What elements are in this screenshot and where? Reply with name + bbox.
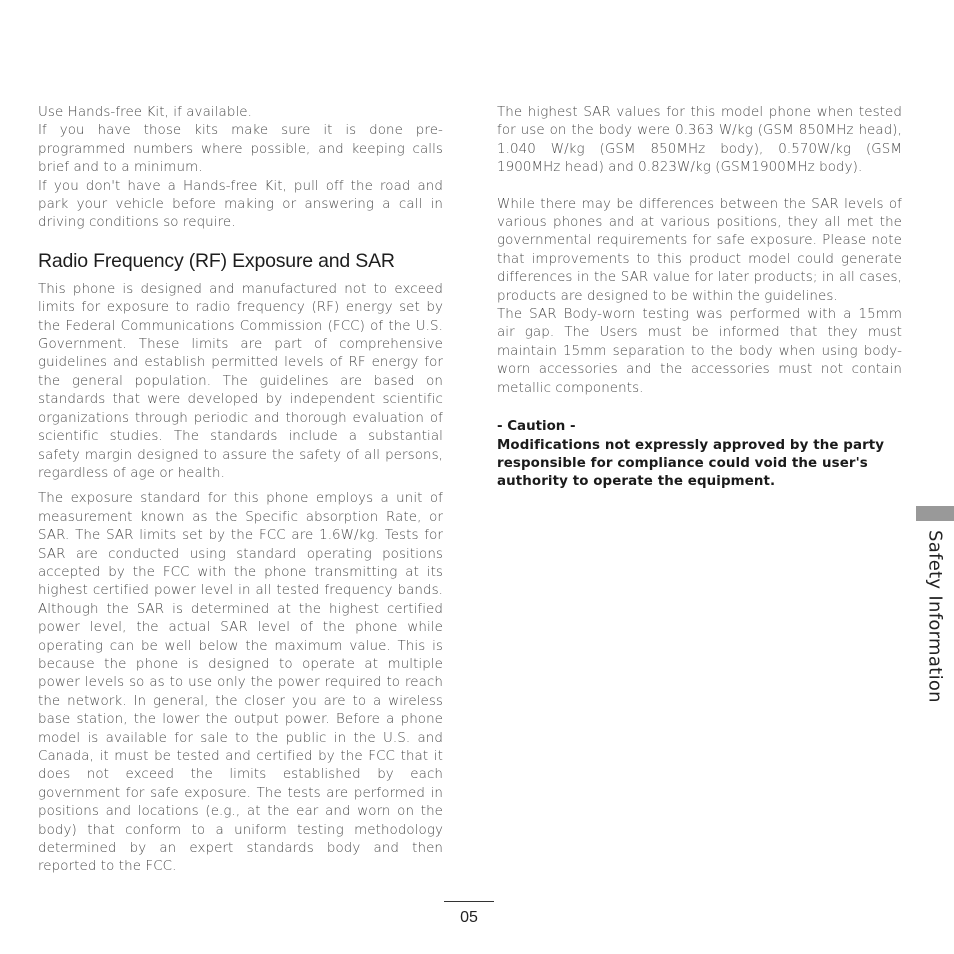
sar-values-paragraph: The highest SAR values for this model phone when tested for use on the body were 0.363 W/kg (GSM 850MHz head), 1.040 W/kg (GSM 850MHz body), 0.570W/kg (GSM 1900MHz head) and 0.823W/kg (GSM1900MHz body). bbox=[497, 105, 902, 176]
side-tab-label: Safety Information bbox=[924, 530, 946, 703]
intro-line-2: If you have those kits make sure it is done pre-programmed numbers where possible, and keeping calls brief and to a minimum. bbox=[38, 123, 443, 176]
right-column bbox=[497, 104, 902, 492]
caution-text: Modifications not expressly approved by the party responsible for compliance could void the user's authority to operate the equipment. bbox=[497, 437, 885, 490]
caution-title: - Caution - bbox=[497, 419, 576, 435]
section-heading: Radio Frequency (RF) Exposure and SAR bbox=[38, 249, 395, 272]
rf-exposure-paragraph: This phone is designed and manufactured not to exceed limits for exposure to radio frequency (RF) energy set by the Federal Communications Commission (FCC) of the U.S. Government. These limits are part of comprehensive guidelines and establish permitted levels of RF energy for the general population. The guidelines are based on standards that were developed by independent scientific organizations through periodic and thorough evaluation of scientific studies. The standards include a substantial safety margin designed to assure the safety of all persons, regardless of age or health. bbox=[38, 281, 443, 481]
sar-standard-paragraph: The exposure standard for this phone employs a unit of measurement known as the Specific absorption Rate, or SAR. The SAR limits set by the FCC are 1.6W/kg. Tests for SAR are conducted using standard operating positions accepted by the FCC with the phone transmitting at its highest certified power level in all tested frequency bands. Although the SAR is determined at the highest certified power level, the actual SAR level of the phone while operating can be well below the maximum value. This is because the phone is designed to operate at multiple power levels so as to use only the power required to reach the network. In general, the closer you are to a wireless base station, the lower the output power. Before a phone model is available for sale to the public in the U.S. and Canada, it must be tested and certified by the FCC that it does not exceed the limits established by each government for safe exposure. The tests are performed in positions and locations (e.g., at the ear and worn on the body) that conform to a uniform testing methodology determined by an expert standards body and then reported to the FCC. bbox=[38, 491, 443, 875]
side-tab-marker bbox=[916, 506, 954, 521]
sar-differences-paragraph: While there may be differences between the SAR levels of various phones and at various positions, they all met the governmental requirements for safe exposure. Please note that improvements to this product model could generate differences in the SAR value for later products; in all cases, products are designed to be within the guidelines. bbox=[497, 196, 902, 304]
intro-line-1: Use Hands-free Kit, if available. bbox=[38, 105, 252, 120]
page-number: 05 bbox=[460, 909, 478, 926]
body-worn-paragraph: The SAR Body-worn testing was performed with a 15mm air gap. The Users must be informed that they must maintain 15mm separation to the body when using body-worn accessories and the accessories must not contain metallic components. bbox=[497, 307, 902, 396]
page-number-rule bbox=[444, 901, 494, 902]
intro-line-3: If you don't have a Hands-free Kit, pull off the road and park your vehicle before making or answering a call in driving conditions so require. bbox=[38, 178, 443, 231]
left-column bbox=[38, 104, 443, 877]
